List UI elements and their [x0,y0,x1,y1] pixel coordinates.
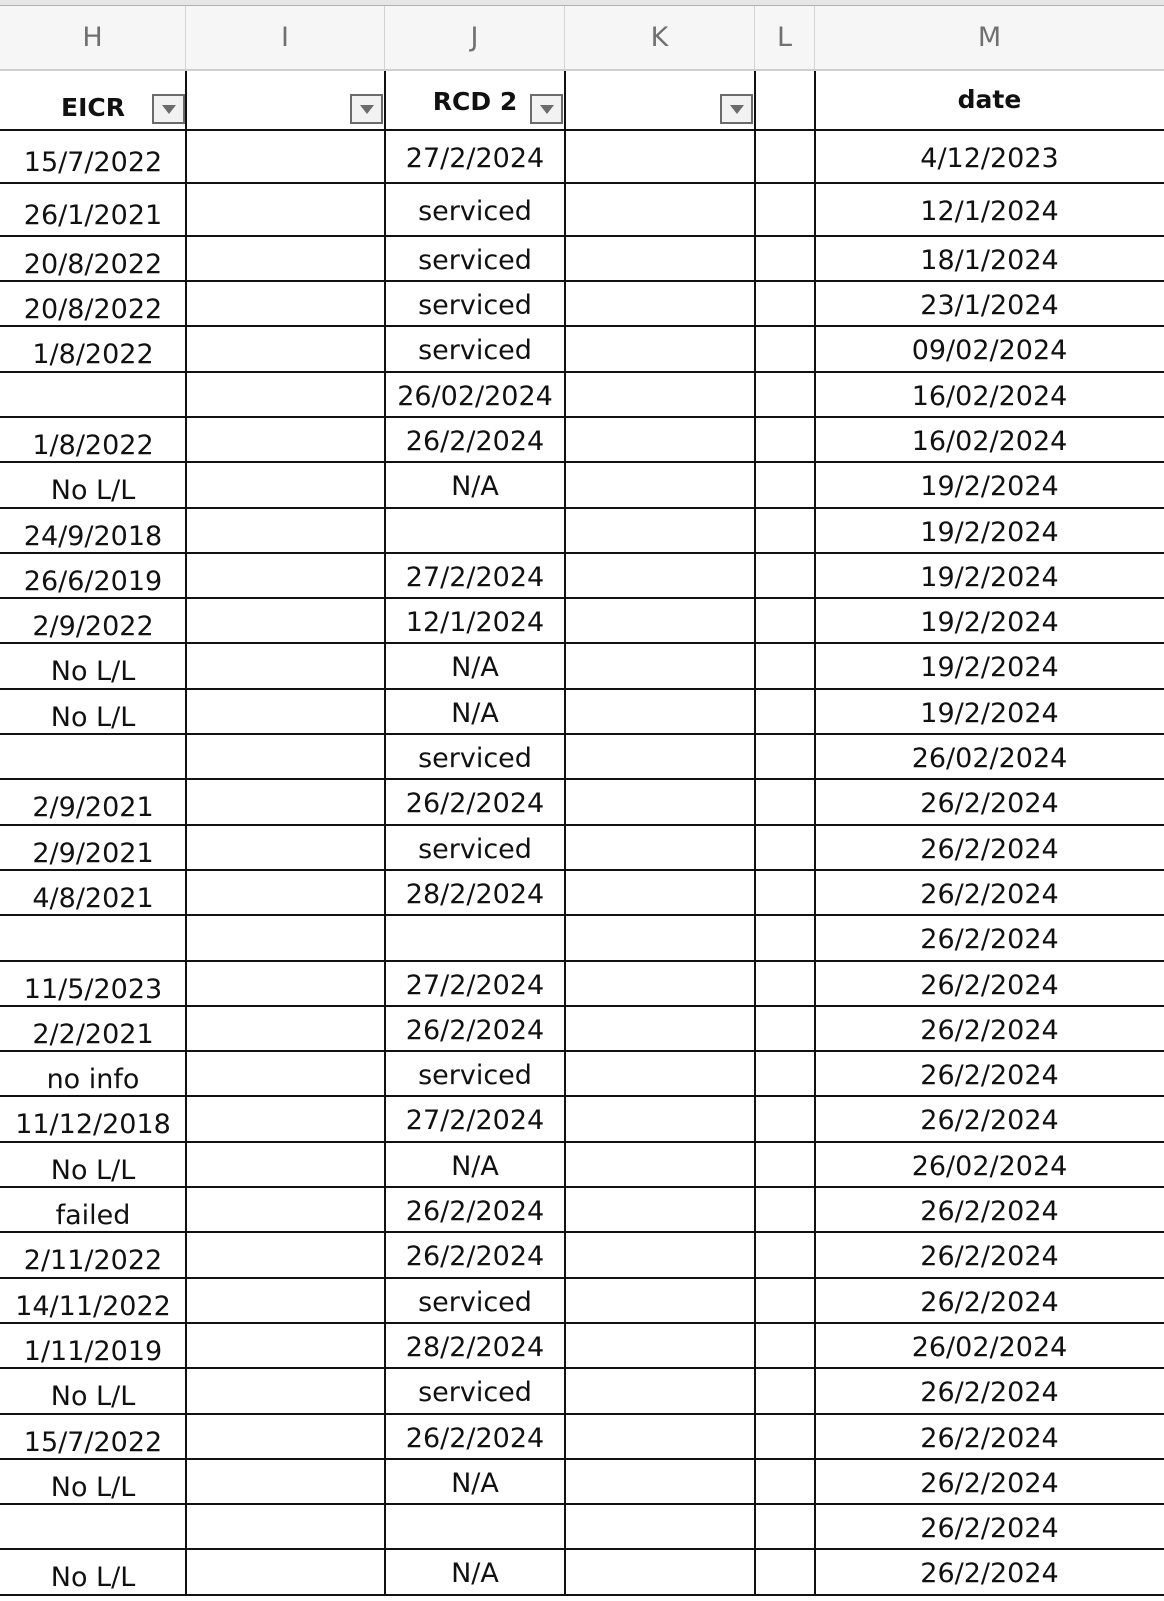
cell-rcd2[interactable]: serviced [418,196,532,227]
cell-eicr[interactable]: No L/L [50,1562,136,1594]
cell-eicr[interactable] [0,1510,186,1555]
cell-date[interactable]: 26/2/2024 [920,1467,1059,1499]
cell-date[interactable]: 26/2/2024 [920,1060,1059,1092]
cell-date[interactable]: 19/2/2024 [920,607,1059,639]
cell-k[interactable] [565,779,755,824]
cell-date[interactable]: 19/2/2024 [920,652,1059,684]
cell-k[interactable] [565,372,755,417]
cell-k[interactable] [565,553,755,598]
cell-k[interactable] [565,1006,755,1051]
header-cell-date[interactable]: date [957,85,1022,114]
cell-i[interactable] [186,326,385,371]
cell-l[interactable] [755,417,815,462]
cell-i[interactable] [186,689,385,734]
cell-eicr[interactable]: 1/8/2022 [32,339,154,371]
filter-dropdown-icon[interactable] [530,94,563,124]
cell-rcd2[interactable]: serviced [418,1060,532,1092]
cell-rcd2[interactable] [385,917,565,962]
cell-rcd2[interactable]: 12/1/2024 [405,607,545,639]
column-letter-m[interactable]: M [977,22,1002,53]
cell-i[interactable] [186,1323,385,1368]
cell-eicr[interactable]: No L/L [50,701,136,733]
cell-k[interactable] [565,183,755,236]
cell-i[interactable] [186,1414,385,1459]
cell-eicr[interactable]: No L/L [50,475,136,507]
cell-eicr[interactable]: No L/L [50,656,136,688]
cell-date[interactable]: 26/2/2024 [920,1241,1059,1273]
cell-l[interactable] [755,870,815,915]
cell-k[interactable] [565,1278,755,1323]
cell-date[interactable]: 4/12/2023 [920,143,1059,174]
cell-rcd2[interactable]: serviced [418,1377,532,1409]
cell-rcd2[interactable]: 26/2/2024 [405,425,545,457]
cell-k[interactable] [565,1414,755,1459]
cell-l[interactable] [755,1549,815,1594]
cell-i[interactable] [186,417,385,462]
cell-eicr[interactable]: 14/11/2022 [15,1290,171,1322]
cell-rcd2[interactable]: serviced [418,335,532,367]
cell-l[interactable] [755,281,815,326]
cell-date[interactable]: 26/02/2024 [911,1331,1068,1363]
cell-i[interactable] [186,281,385,326]
cell-date[interactable]: 19/2/2024 [920,471,1059,503]
cell-l[interactable] [755,961,815,1006]
cell-eicr[interactable]: failed [55,1200,131,1231]
cell-k[interactable] [565,1142,755,1187]
cell-eicr[interactable]: 1/11/2019 [23,1335,163,1367]
cell-rcd2[interactable]: N/A [451,1150,499,1182]
cell-k[interactable] [565,689,755,734]
cell-eicr[interactable]: 2/9/2021 [32,837,154,869]
column-letter-k[interactable]: K [565,6,755,69]
cell-eicr[interactable]: 1/8/2022 [32,429,154,461]
cell-eicr[interactable]: 2/9/2022 [32,611,154,643]
cell-eicr[interactable]: 26/1/2021 [23,200,163,231]
cell-l[interactable] [755,372,815,417]
cell-eicr[interactable]: 20/8/2022 [23,249,163,280]
cell-rcd2[interactable]: 28/2/2024 [405,878,545,910]
cell-rcd2[interactable]: serviced [418,743,532,774]
cell-eicr[interactable]: 24/9/2018 [23,520,163,552]
cell-l[interactable] [755,1504,815,1549]
cell-i[interactable] [186,1187,385,1232]
column-letter-h[interactable]: H [0,6,186,69]
cell-rcd2[interactable]: 27/2/2024 [405,1105,545,1137]
cell-i[interactable] [186,1459,385,1504]
cell-date[interactable]: 16/02/2024 [911,425,1068,457]
cell-l[interactable] [755,1096,815,1141]
cell-i[interactable] [186,598,385,643]
cell-date[interactable]: 26/2/2024 [920,1286,1059,1318]
cell-rcd2[interactable]: 26/2/2024 [405,1014,545,1046]
cell-date[interactable]: 26/2/2024 [920,1513,1059,1545]
cell-rcd2[interactable]: N/A [451,471,499,503]
cell-eicr[interactable]: 2/11/2022 [23,1245,163,1277]
filter-dropdown-icon[interactable] [720,94,753,124]
cell-l[interactable] [755,779,815,824]
cell-i[interactable] [186,1142,385,1187]
cell-eicr[interactable]: 2/9/2021 [32,792,154,824]
cell-l[interactable] [755,1414,815,1459]
cell-i[interactable] [186,462,385,507]
cell-date[interactable]: 26/2/2024 [920,1196,1059,1227]
cell-i[interactable] [186,553,385,598]
cell-l[interactable] [755,689,815,734]
cell-l[interactable] [755,1368,815,1413]
cell-i[interactable] [186,825,385,870]
cell-date[interactable]: 26/2/2024 [920,1377,1059,1409]
cell-eicr[interactable]: no info [46,1064,140,1096]
cell-k[interactable] [565,1323,755,1368]
cell-l[interactable] [755,1232,815,1277]
cell-date[interactable]: 26/2/2024 [920,878,1059,910]
cell-l[interactable] [755,508,815,553]
cell-l[interactable] [755,643,815,688]
cell-k[interactable] [565,1232,755,1277]
cell-i[interactable] [186,961,385,1006]
cell-l[interactable] [755,183,815,236]
cell-l[interactable] [755,915,815,960]
cell-k[interactable] [565,1096,755,1141]
cell-i[interactable] [186,372,385,417]
filter-dropdown-icon[interactable] [350,94,383,124]
header-cell-l[interactable] [755,87,815,117]
cell-l[interactable] [755,326,815,371]
cell-rcd2[interactable]: 26/02/2024 [397,380,553,412]
cell-rcd2[interactable]: N/A [451,1558,499,1590]
cell-eicr[interactable] [0,740,186,785]
cell-k[interactable] [565,598,755,643]
cell-rcd2[interactable]: serviced [418,833,532,865]
cell-rcd2[interactable]: N/A [451,652,499,684]
cell-date[interactable]: 26/2/2024 [920,969,1059,1001]
cell-i[interactable] [186,1232,385,1277]
cell-l[interactable] [755,1278,815,1323]
cell-k[interactable] [565,1549,755,1594]
cell-eicr[interactable]: 15/7/2022 [23,1426,163,1458]
cell-date[interactable]: 12/1/2024 [920,196,1059,227]
cell-date[interactable]: 26/2/2024 [920,1558,1059,1590]
cell-date[interactable]: 26/2/2024 [920,924,1059,956]
column-letter-j[interactable]: J [385,6,565,69]
cell-k[interactable] [565,130,755,183]
cell-k[interactable] [565,508,755,553]
cell-i[interactable] [186,1549,385,1594]
cell-k[interactable] [565,1368,755,1413]
cell-eicr[interactable]: 15/7/2022 [23,147,163,178]
cell-date[interactable]: 26/2/2024 [920,788,1059,820]
cell-date[interactable]: 26/2/2024 [920,1105,1059,1137]
cell-l[interactable] [755,1006,815,1051]
cell-k[interactable] [565,1504,755,1549]
cell-eicr[interactable]: No L/L [50,1154,136,1186]
column-letter-i[interactable]: I [186,6,385,69]
cell-k[interactable] [565,462,755,507]
cell-i[interactable] [186,183,385,236]
cell-eicr[interactable]: 2/2/2021 [32,1018,154,1050]
cell-rcd2[interactable] [385,510,565,555]
cell-k[interactable] [565,734,755,779]
cell-rcd2[interactable]: N/A [451,697,499,729]
cell-i[interactable] [186,643,385,688]
cell-k[interactable] [565,1459,755,1504]
cell-i[interactable] [186,1504,385,1549]
cell-rcd2[interactable]: serviced [418,1286,532,1318]
cell-l[interactable] [755,1187,815,1232]
cell-l[interactable] [755,130,815,183]
cell-k[interactable] [565,643,755,688]
cell-i[interactable] [186,130,385,183]
cell-rcd2[interactable]: 28/2/2024 [405,1331,545,1363]
cell-rcd2[interactable]: serviced [418,245,532,276]
cell-date[interactable]: 19/2/2024 [920,516,1059,548]
cell-date[interactable]: 23/1/2024 [920,290,1059,321]
cell-i[interactable] [186,1096,385,1141]
cell-l[interactable] [755,734,815,779]
cell-k[interactable] [565,870,755,915]
cell-l[interactable] [755,236,815,281]
cell-i[interactable] [186,1051,385,1096]
cell-l[interactable] [755,1459,815,1504]
filter-dropdown-icon[interactable] [152,94,185,124]
cell-rcd2[interactable]: 27/2/2024 [405,561,545,593]
cell-i[interactable] [186,870,385,915]
cell-rcd2[interactable]: serviced [418,290,532,321]
cell-date[interactable]: 09/02/2024 [911,335,1068,367]
cell-k[interactable] [565,326,755,371]
cell-rcd2[interactable] [385,1506,565,1551]
column-header-bar [0,6,1164,71]
cell-l[interactable] [755,598,815,643]
cell-rcd2[interactable]: 26/2/2024 [405,1422,545,1454]
cell-date[interactable]: 19/2/2024 [920,697,1059,729]
cell-date[interactable]: 26/2/2024 [920,1422,1059,1454]
cell-i[interactable] [186,779,385,824]
cell-eicr[interactable]: 11/12/2018 [15,1109,171,1141]
cell-i[interactable] [186,1006,385,1051]
cell-i[interactable] [186,1368,385,1413]
cell-rcd2[interactable]: N/A [451,1467,499,1499]
cell-eicr[interactable] [0,921,186,966]
cell-rcd2[interactable]: 27/2/2024 [405,969,545,1001]
cell-i[interactable] [186,1278,385,1323]
cell-l[interactable] [755,1142,815,1187]
cell-date[interactable]: 16/02/2024 [911,380,1068,412]
cell-i[interactable] [186,915,385,960]
cell-k[interactable] [565,236,755,281]
cell-rcd2[interactable]: 26/2/2024 [405,788,545,820]
cell-k[interactable] [565,915,755,960]
cell-date[interactable]: 26/02/2024 [911,1150,1068,1182]
cell-l[interactable] [755,825,815,870]
cell-rcd2[interactable]: 26/2/2024 [405,1196,545,1227]
cell-i[interactable] [186,734,385,779]
cell-date[interactable]: 18/1/2024 [920,245,1059,276]
cell-date[interactable]: 26/2/2024 [920,833,1059,865]
cell-k[interactable] [565,1051,755,1096]
cell-rcd2[interactable]: 26/2/2024 [405,1241,545,1273]
cell-eicr[interactable]: 11/5/2023 [23,973,163,1005]
header-cell-eicr[interactable]: EICR [61,93,125,122]
cell-grid [0,71,1164,1594]
cell-eicr[interactable]: No L/L [50,1381,136,1413]
cell-date[interactable]: 19/2/2024 [920,561,1059,593]
column-letter-l[interactable]: L [755,6,815,69]
cell-l[interactable] [755,1051,815,1096]
cell-eicr[interactable]: No L/L [50,1471,136,1503]
cell-date[interactable]: 26/02/2024 [911,743,1068,774]
cell-k[interactable] [565,825,755,870]
cell-i[interactable] [186,236,385,281]
cell-k[interactable] [565,961,755,1006]
cell-k[interactable] [565,417,755,462]
header-cell-rcd2[interactable]: RCD 2 [432,87,518,116]
cell-i[interactable] [186,508,385,553]
cell-eicr[interactable]: 4/8/2021 [32,882,154,914]
cell-eicr[interactable] [0,378,186,423]
cell-eicr[interactable]: 26/6/2019 [23,565,163,597]
cell-k[interactable] [565,1187,755,1232]
cell-eicr[interactable]: 20/8/2022 [23,294,163,325]
cell-l[interactable] [755,553,815,598]
cell-k[interactable] [565,281,755,326]
cell-l[interactable] [755,1323,815,1368]
cell-l[interactable] [755,462,815,507]
cell-date[interactable]: 26/2/2024 [920,1014,1059,1046]
cell-rcd2[interactable]: 27/2/2024 [405,143,545,174]
